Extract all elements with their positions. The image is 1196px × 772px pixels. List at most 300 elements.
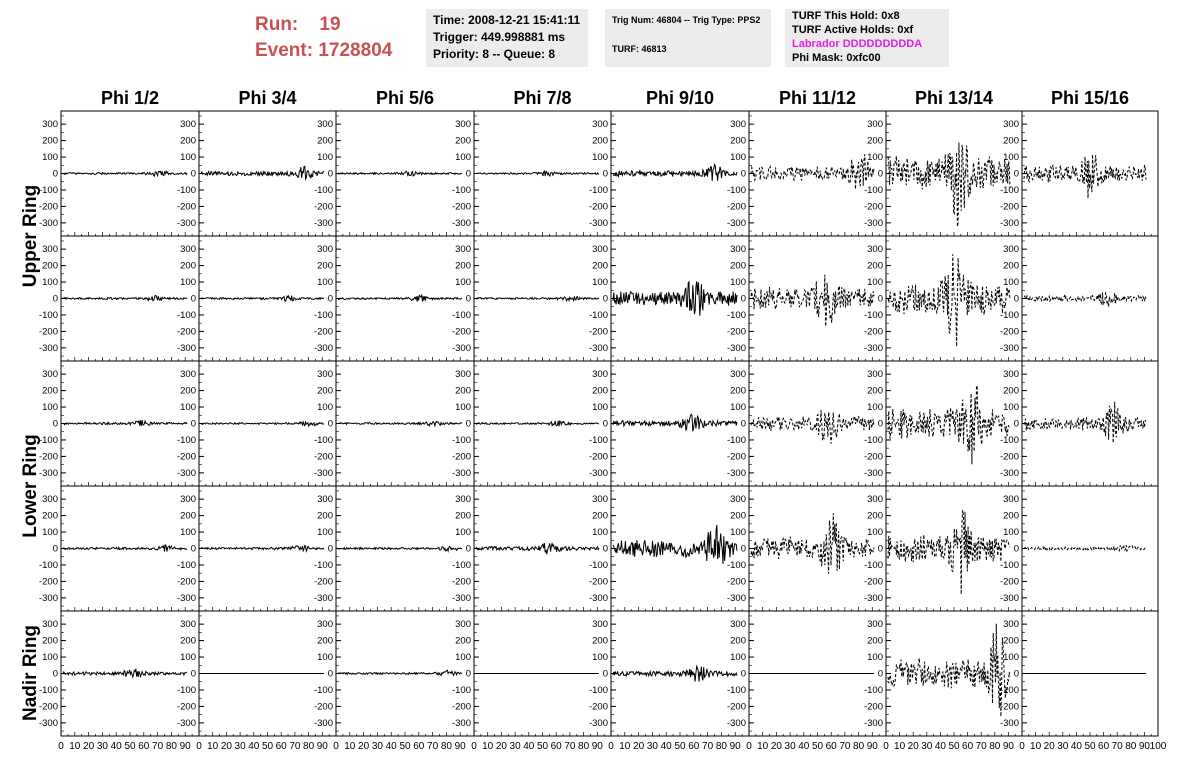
- x-tick-label: 50: [948, 741, 960, 752]
- y-tick-label: -300: [176, 717, 196, 729]
- y-tick-label: 0: [602, 668, 608, 680]
- y-tick-label: 300: [867, 369, 883, 381]
- y-tick-label: -200: [38, 201, 58, 213]
- y-tick-label: 100: [1003, 652, 1019, 664]
- y-tick-label: -300: [726, 342, 746, 354]
- y-tick-label: -300: [176, 592, 196, 604]
- y-tick-label: 200: [42, 635, 58, 647]
- waveform-trace: [751, 154, 874, 189]
- y-tick-label: 200: [730, 385, 746, 397]
- y-tick-label: 0: [602, 168, 608, 180]
- y-tick-label: 200: [1003, 635, 1019, 647]
- y-tick-label: -100: [863, 684, 883, 696]
- x-tick-label: 10: [69, 741, 81, 752]
- run-value: 19: [319, 14, 341, 35]
- y-tick-label: 0: [465, 668, 471, 680]
- x-tick-label: 10: [894, 741, 906, 752]
- panel-frame: [1022, 236, 1158, 361]
- y-tick-label: 0: [52, 293, 58, 305]
- y-tick-label: -200: [863, 701, 883, 713]
- y-tick-label: 300: [867, 244, 883, 256]
- y-tick-label: 100: [1003, 527, 1019, 539]
- x-tick-label: 70: [289, 741, 301, 752]
- x-tick-label: 80: [853, 741, 865, 752]
- y-tick-label: 100: [317, 152, 333, 164]
- y-tick-label: -100: [38, 559, 58, 571]
- y-tick-label: -300: [999, 342, 1019, 354]
- column-header: Phi 3/4: [238, 88, 297, 108]
- x-tick-label: 40: [385, 741, 397, 752]
- y-tick-label: 100: [42, 527, 58, 539]
- y-tick-label: 100: [42, 402, 58, 414]
- y-tick-label: 200: [730, 510, 746, 522]
- y-tick-label: 100: [42, 277, 58, 289]
- y-tick-label: 300: [592, 494, 608, 506]
- x-tick-label: 30: [371, 741, 383, 752]
- y-tick-label: 100: [317, 277, 333, 289]
- y-tick-label: 100: [455, 152, 471, 164]
- y-tick-label: 300: [730, 619, 746, 631]
- y-tick-label: -200: [451, 576, 471, 588]
- waveform-trace: [1024, 545, 1146, 551]
- y-tick-label: 200: [42, 385, 58, 397]
- y-tick-label: -300: [38, 592, 58, 604]
- y-tick-label: 300: [455, 494, 471, 506]
- y-tick-label: 0: [740, 668, 746, 680]
- y-tick-label: -100: [588, 559, 608, 571]
- waveform-trace: [1024, 154, 1146, 198]
- x-tick-label: 60: [1098, 741, 1110, 752]
- y-tick-label: 100: [867, 527, 883, 539]
- y-tick-label: -300: [863, 467, 883, 479]
- y-tick-label: 300: [1003, 494, 1019, 506]
- y-tick-label: 100: [180, 652, 196, 664]
- y-tick-label: 0: [740, 543, 746, 555]
- x-tick-label: 0: [196, 741, 202, 752]
- y-tick-label: -200: [176, 326, 196, 338]
- y-tick-label: 300: [730, 244, 746, 256]
- y-tick-label: 200: [455, 510, 471, 522]
- y-tick-label: -200: [313, 701, 333, 713]
- x-tick-label: 80: [1125, 741, 1137, 752]
- y-tick-label: -200: [726, 451, 746, 463]
- y-tick-label: -200: [176, 201, 196, 213]
- y-tick-label: 200: [180, 635, 196, 647]
- y-tick-label: -100: [313, 184, 333, 196]
- y-tick-label: 0: [52, 543, 58, 555]
- y-tick-label: 100: [1003, 277, 1019, 289]
- y-tick-label: -300: [451, 592, 471, 604]
- y-tick-label: 0: [1013, 168, 1019, 180]
- y-tick-label: -300: [313, 717, 333, 729]
- waveform-trace: [63, 296, 187, 301]
- x-tick-label: 0: [746, 741, 752, 752]
- y-tick-label: 0: [877, 668, 883, 680]
- row-label: Lower Ring: [20, 434, 41, 538]
- y-tick-label: 0: [877, 543, 883, 555]
- y-tick-label: 0: [52, 668, 58, 680]
- y-tick-label: 200: [1003, 385, 1019, 397]
- y-tick-label: -300: [863, 342, 883, 354]
- row-label: Nadir Ring: [20, 624, 41, 722]
- y-tick-label: -100: [726, 309, 746, 321]
- waveform-trace: [338, 422, 462, 426]
- column-header: Phi 13/14: [914, 88, 994, 108]
- x-tick-label: 80: [440, 741, 452, 752]
- y-tick-label: 100: [867, 152, 883, 164]
- y-tick-label: -100: [176, 184, 196, 196]
- x-tick-label: 90: [1138, 741, 1150, 752]
- y-tick-label: 0: [52, 418, 58, 430]
- x-tick-label: 100: [1149, 741, 1167, 752]
- x-tick-label: 50: [674, 741, 686, 752]
- y-tick-label: -300: [999, 592, 1019, 604]
- y-tick-label: -200: [451, 326, 471, 338]
- y-tick-label: 200: [455, 635, 471, 647]
- y-tick-label: 300: [180, 119, 196, 131]
- y-tick-label: -300: [176, 217, 196, 229]
- y-tick-label: -200: [176, 576, 196, 588]
- y-tick-label: 300: [317, 619, 333, 631]
- y-tick-label: -300: [38, 342, 58, 354]
- y-tick-label: -300: [313, 342, 333, 354]
- x-tick-label: 70: [1111, 741, 1123, 752]
- y-tick-label: -300: [863, 592, 883, 604]
- y-tick-label: 100: [42, 152, 58, 164]
- x-tick-label: 40: [1070, 741, 1082, 752]
- y-tick-label: 300: [867, 619, 883, 631]
- y-tick-label: -100: [588, 684, 608, 696]
- y-tick-label: 100: [455, 277, 471, 289]
- y-tick-label: -200: [451, 201, 471, 213]
- y-tick-label: 100: [455, 402, 471, 414]
- y-tick-label: -200: [451, 701, 471, 713]
- y-tick-label: -300: [588, 467, 608, 479]
- y-tick-label: 100: [317, 402, 333, 414]
- y-tick-label: 200: [42, 260, 58, 272]
- y-tick-label: -200: [999, 701, 1019, 713]
- x-tick-label: 30: [921, 741, 933, 752]
- y-tick-label: -200: [999, 201, 1019, 213]
- y-tick-label: -300: [999, 467, 1019, 479]
- y-tick-label: 100: [1003, 152, 1019, 164]
- y-tick-label: -200: [313, 576, 333, 588]
- y-tick-label: 300: [180, 244, 196, 256]
- x-tick-label: 40: [523, 741, 535, 752]
- y-tick-label: 200: [317, 385, 333, 397]
- y-tick-label: 300: [730, 494, 746, 506]
- x-tick-label: 20: [220, 741, 232, 752]
- y-tick-label: 100: [730, 402, 746, 414]
- y-tick-label: -200: [313, 326, 333, 338]
- y-tick-label: -200: [863, 451, 883, 463]
- y-tick-label: -200: [726, 701, 746, 713]
- x-tick-label: 60: [138, 741, 150, 752]
- y-tick-label: -300: [451, 217, 471, 229]
- y-tick-label: 300: [1003, 244, 1019, 256]
- x-tick-label: 90: [179, 741, 191, 752]
- y-tick-label: -100: [176, 434, 196, 446]
- y-tick-label: -100: [176, 559, 196, 571]
- y-tick-label: 300: [317, 494, 333, 506]
- y-tick-label: 300: [592, 119, 608, 131]
- y-tick-label: -100: [726, 434, 746, 446]
- y-tick-label: 100: [592, 402, 608, 414]
- waveform-trace: [63, 669, 187, 677]
- y-tick-label: -200: [999, 451, 1019, 463]
- y-tick-label: 100: [592, 652, 608, 664]
- y-tick-label: -200: [38, 326, 58, 338]
- y-tick-label: -100: [726, 684, 746, 696]
- y-tick-label: 100: [1003, 402, 1019, 414]
- y-tick-label: 100: [455, 652, 471, 664]
- y-tick-label: 200: [592, 510, 608, 522]
- x-tick-label: 60: [275, 741, 287, 752]
- x-tick-label: 60: [962, 741, 974, 752]
- y-tick-label: -300: [313, 592, 333, 604]
- y-tick-label: -300: [588, 592, 608, 604]
- y-tick-label: 0: [327, 543, 333, 555]
- y-tick-label: -100: [863, 309, 883, 321]
- y-tick-label: 300: [317, 244, 333, 256]
- y-tick-label: -300: [176, 342, 196, 354]
- y-tick-label: -100: [588, 309, 608, 321]
- y-tick-label: -200: [588, 701, 608, 713]
- x-tick-label: 40: [110, 741, 122, 752]
- y-tick-label: -100: [451, 309, 471, 321]
- y-tick-label: -100: [313, 309, 333, 321]
- y-tick-label: -200: [726, 576, 746, 588]
- x-tick-label: 20: [83, 741, 95, 752]
- x-tick-label: 50: [261, 741, 274, 752]
- waveform-trace: [1024, 402, 1146, 443]
- y-tick-label: -300: [588, 342, 608, 354]
- y-tick-label: 200: [317, 260, 333, 272]
- waveform-trace: [888, 143, 1010, 227]
- y-tick-label: -300: [588, 717, 608, 729]
- y-tick-label: -200: [588, 326, 608, 338]
- x-tick-label: 90: [1002, 741, 1014, 752]
- x-tick-label: 50: [399, 741, 411, 752]
- y-tick-label: 0: [190, 668, 196, 680]
- y-tick-label: 0: [465, 543, 471, 555]
- y-tick-label: -300: [38, 217, 58, 229]
- y-tick-label: 300: [1003, 619, 1019, 631]
- x-tick-label: 20: [495, 741, 507, 752]
- y-tick-label: 300: [455, 244, 471, 256]
- y-tick-label: 300: [42, 369, 58, 381]
- y-tick-label: 300: [1003, 369, 1019, 381]
- x-tick-label: 80: [578, 741, 590, 752]
- y-tick-label: -300: [863, 217, 883, 229]
- x-tick-label: 20: [1043, 741, 1055, 752]
- y-tick-label: 0: [465, 418, 471, 430]
- waveform-trace: [63, 545, 187, 552]
- y-tick-label: 300: [180, 494, 196, 506]
- trig-num-text: Trig Num: 46804 -- Trig Type: PPS2: [612, 15, 761, 25]
- waveform-trace: [613, 666, 737, 681]
- x-tick-label: 80: [715, 741, 727, 752]
- turf-text: TURF: 46813: [612, 44, 667, 54]
- y-tick-label: -200: [313, 201, 333, 213]
- y-tick-label: 300: [42, 494, 58, 506]
- y-tick-label: -200: [726, 201, 746, 213]
- x-tick-label: 30: [96, 741, 108, 752]
- y-tick-label: 300: [180, 369, 196, 381]
- waveform-trace: [476, 421, 599, 426]
- y-tick-label: -100: [313, 684, 333, 696]
- y-tick-label: 0: [877, 418, 883, 430]
- y-tick-label: 200: [317, 635, 333, 647]
- y-tick-label: 300: [455, 619, 471, 631]
- y-tick-label: 100: [867, 652, 883, 664]
- y-tick-label: -100: [726, 184, 746, 196]
- waveform-trace: [751, 513, 874, 573]
- x-tick-label: 30: [509, 741, 521, 752]
- y-tick-label: 0: [877, 168, 883, 180]
- waveform-trace: [201, 421, 324, 426]
- x-tick-label: 30: [1057, 741, 1069, 752]
- y-tick-label: -100: [313, 559, 333, 571]
- y-tick-label: 200: [317, 135, 333, 147]
- y-tick-label: -100: [176, 309, 196, 321]
- x-tick-label: 70: [839, 741, 851, 752]
- waveform-trace: [888, 386, 1010, 465]
- y-tick-label: 200: [1003, 260, 1019, 272]
- y-tick-label: -100: [451, 684, 471, 696]
- y-tick-label: 300: [317, 119, 333, 131]
- y-tick-label: -300: [726, 467, 746, 479]
- waveform-trace: [338, 171, 462, 176]
- y-tick-label: 300: [592, 244, 608, 256]
- y-tick-label: -300: [38, 717, 58, 729]
- y-tick-label: -100: [863, 184, 883, 196]
- y-tick-label: 300: [730, 119, 746, 131]
- x-tick-label: 20: [907, 741, 919, 752]
- y-tick-label: 200: [867, 635, 883, 647]
- x-tick-label: 30: [646, 741, 658, 752]
- y-tick-label: 100: [730, 152, 746, 164]
- y-tick-label: 0: [465, 293, 471, 305]
- y-tick-label: -100: [176, 684, 196, 696]
- x-tick-label: 40: [660, 741, 672, 752]
- y-tick-label: -100: [726, 559, 746, 571]
- y-tick-label: -100: [863, 559, 883, 571]
- y-tick-label: 300: [592, 369, 608, 381]
- y-tick-label: 0: [602, 418, 608, 430]
- y-tick-label: -100: [588, 184, 608, 196]
- y-tick-label: 200: [867, 135, 883, 147]
- y-tick-label: 300: [317, 369, 333, 381]
- y-tick-label: -100: [38, 309, 58, 321]
- y-tick-label: 200: [867, 385, 883, 397]
- waveform-trace: [613, 414, 737, 431]
- y-tick-label: -300: [999, 717, 1019, 729]
- y-tick-label: 300: [592, 619, 608, 631]
- y-tick-label: 0: [740, 418, 746, 430]
- x-tick-label: 50: [811, 741, 824, 752]
- y-tick-label: 200: [180, 385, 196, 397]
- y-tick-label: -300: [38, 467, 58, 479]
- y-tick-label: -100: [588, 434, 608, 446]
- y-tick-label: -200: [38, 576, 58, 588]
- x-tick-label: 20: [633, 741, 645, 752]
- y-tick-label: -300: [999, 217, 1019, 229]
- y-tick-label: 0: [52, 168, 58, 180]
- y-tick-label: 200: [592, 135, 608, 147]
- waveform-trace: [476, 296, 599, 300]
- y-tick-label: -200: [313, 451, 333, 463]
- y-tick-label: 0: [327, 668, 333, 680]
- y-tick-label: 200: [730, 635, 746, 647]
- y-tick-label: 0: [190, 293, 196, 305]
- event-label: Event:: [255, 40, 314, 61]
- y-tick-label: 0: [1013, 293, 1019, 305]
- waveform-trace: [613, 525, 737, 564]
- column-header: Phi 11/12: [778, 88, 857, 108]
- y-tick-label: 300: [867, 119, 883, 131]
- y-tick-label: -300: [313, 467, 333, 479]
- waveform-trace: [613, 165, 737, 181]
- x-tick-label: 20: [358, 741, 370, 752]
- x-tick-label: 40: [798, 741, 810, 752]
- y-tick-label: 200: [730, 135, 746, 147]
- y-tick-label: 100: [42, 652, 58, 664]
- x-tick-label: 40: [248, 741, 260, 752]
- column-header: Phi 9/10: [645, 88, 715, 108]
- y-tick-label: 0: [1013, 668, 1019, 680]
- y-tick-label: -200: [999, 576, 1019, 588]
- turf-active-holds-text: TURF Active Holds: 0xf: [792, 24, 914, 36]
- x-tick-label: 30: [784, 741, 796, 752]
- y-tick-label: 100: [592, 277, 608, 289]
- y-tick-label: 200: [592, 385, 608, 397]
- y-tick-label: -200: [38, 701, 58, 713]
- y-tick-label: 200: [455, 260, 471, 272]
- x-tick-label: 70: [564, 741, 576, 752]
- y-tick-label: -100: [38, 684, 58, 696]
- x-tick-label: 90: [316, 741, 328, 752]
- waveform-trace: [201, 546, 324, 551]
- y-tick-label: -100: [313, 434, 333, 446]
- x-tick-label: 50: [124, 741, 136, 752]
- y-tick-label: -300: [451, 717, 471, 729]
- y-tick-label: -100: [38, 184, 58, 196]
- y-tick-label: 200: [42, 135, 58, 147]
- column-header: Phi 15/16: [1050, 88, 1130, 108]
- x-tick-label: 60: [688, 741, 700, 752]
- x-tick-label: 30: [234, 741, 246, 752]
- y-tick-label: -200: [451, 451, 471, 463]
- y-tick-label: 200: [867, 260, 883, 272]
- x-tick-label: 90: [866, 741, 878, 752]
- waveform-trace: [63, 171, 187, 176]
- y-tick-label: 0: [740, 168, 746, 180]
- y-tick-label: 200: [592, 635, 608, 647]
- y-tick-label: 200: [867, 510, 883, 522]
- labrador-text: Labrador DDDDDDDDDA: [792, 38, 923, 50]
- y-tick-label: -100: [999, 184, 1019, 196]
- waveform-trace: [338, 547, 462, 552]
- x-tick-label: 0: [883, 741, 889, 752]
- y-tick-label: 100: [867, 402, 883, 414]
- run-label: Run:: [255, 14, 299, 35]
- row-label: Upper Ring: [20, 184, 41, 288]
- x-tick-label: 0: [471, 741, 477, 752]
- waveform-trace: [338, 670, 462, 675]
- x-tick-label: 80: [989, 741, 1001, 752]
- y-tick-label: -200: [726, 326, 746, 338]
